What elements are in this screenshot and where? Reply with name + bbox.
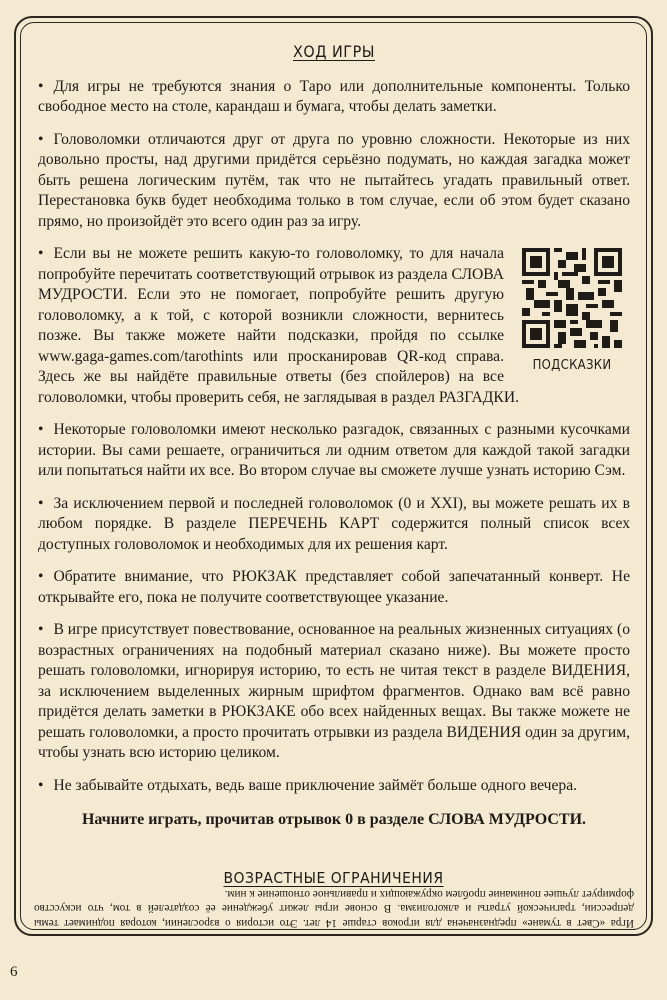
paragraph-2: • Головоломки отличаются друг от друга по уровню сложности. Некоторые из них довольно просты, над другими придётся серьёзно подумать, но каждая загадка может быть решена логическим путём, так что не пытайтесь угадать правильный ответ. Перестановка букв будет необходима только в том случае, если об этом будет сказано прямо, но произойдёт это всего один раз за игру. (38, 130, 630, 230)
bullet: • (38, 130, 44, 148)
paragraph-5: • За исключением первой и последней головоломок (0 и XXI), вы можете решать их в любом порядке. В разделе ПЕРЕЧЕНЬ КАРТ содержится полный список всех доступных головоломок и необходимых для их решения карт. (38, 494, 630, 553)
bullet: • (38, 568, 44, 585)
qr-block (514, 248, 630, 377)
paragraph-3: • Если вы не можете решить какую-то головоломку, то для начала попробуйте перечитать соответствующий отрывок из раздела СЛОВА МУДРОСТИ. Если это не помогает, попробуйте решить другую головоломку, а к той, с которой возникли сложности, вернитесь позже. Вы также можете найти подсказки, пройдя по ссылке www.gaga-games.com/tarothints или просканировав QR-код справа. Здесь же вы найдёте правильные ответы (без спойлеров) на все головоломки, чтобы проверить себя, не заглядывая в раздел РАЗГАДКИ. (38, 245, 519, 406)
section-heading: ХОД ИГРЫ (293, 42, 375, 61)
bullet: • (38, 245, 44, 262)
final-instruction: Начните играть, прочитав отрывок 0 в разделе СЛОВА МУДРОСТИ. (81, 811, 587, 828)
bullet: • (38, 776, 44, 794)
paragraph-4: • Некоторые головоломки имеют несколько разгадок, связанных с разными кусочками истории. Вы сами решаете, ограничиться ли одним ответом для каждой такой загадки или попытаться найти их все. Во втором случае вы сможете лучше узнать историю Сэм. (38, 421, 630, 479)
paragraph-6: • Обратите внимание, что РЮКЗАК представляет собой запечатанный конверт. Не открывайте его, пока не получите соответствующее указание. (38, 568, 630, 606)
bullet: • (38, 494, 44, 512)
bullet: • (38, 421, 44, 438)
qr-code-icon[interactable] (522, 248, 622, 348)
bullet: • (38, 77, 44, 95)
age-restrictions-heading: ВОЗРАСТНЫЕ ОГРАНИЧЕНИЯ (223, 869, 444, 887)
age-restrictions-text: Игра «Свет в тумане» предназначена для игроков старше 14 лет. Это история о взрослении, которая поднимает темы депрессии, трагической утраты и алкоголизма. В основе игры лежит убеждение её создателей в том, что искусство формирует лучшее понимание проблем окружающих и правильное отношение к ним. (34, 888, 634, 929)
bullet: • (38, 621, 44, 638)
qr-label: ПОДСКАЗКИ (532, 358, 612, 373)
paragraph-8: • Не забывайте отдыхать, ведь ваше приключение займёт больше одного вечера. (38, 776, 578, 794)
paragraph-7: • В игре присутствует повествование, основанное на реальных жизненных ситуациях (о возрастных ограничениях на подобный материал сказано ниже). Вы можете просто решать головоломки, игнорируя историю, то есть не читая текст в разделе ВИДЕНИЯ, за исключением выделенных жирным шрифтом фрагментов. Однако вам всё равно придётся делать заметки в РЮКЗАКЕ обо всех найденных вещах. Вы также можете не решать головоломки, а просто прочитать отрывки из раздела ВИДЕНИЯ один за другим, чтобы узнать всю историю целиком. (38, 621, 630, 761)
paragraph-1: • Для игры не требуются знания о Таро или дополнительные компоненты. Только свободное место на столе, карандаш и бумага, чтобы делать заметки. (38, 77, 630, 115)
page-number: 6 (10, 964, 18, 980)
main-content (38, 36, 630, 831)
